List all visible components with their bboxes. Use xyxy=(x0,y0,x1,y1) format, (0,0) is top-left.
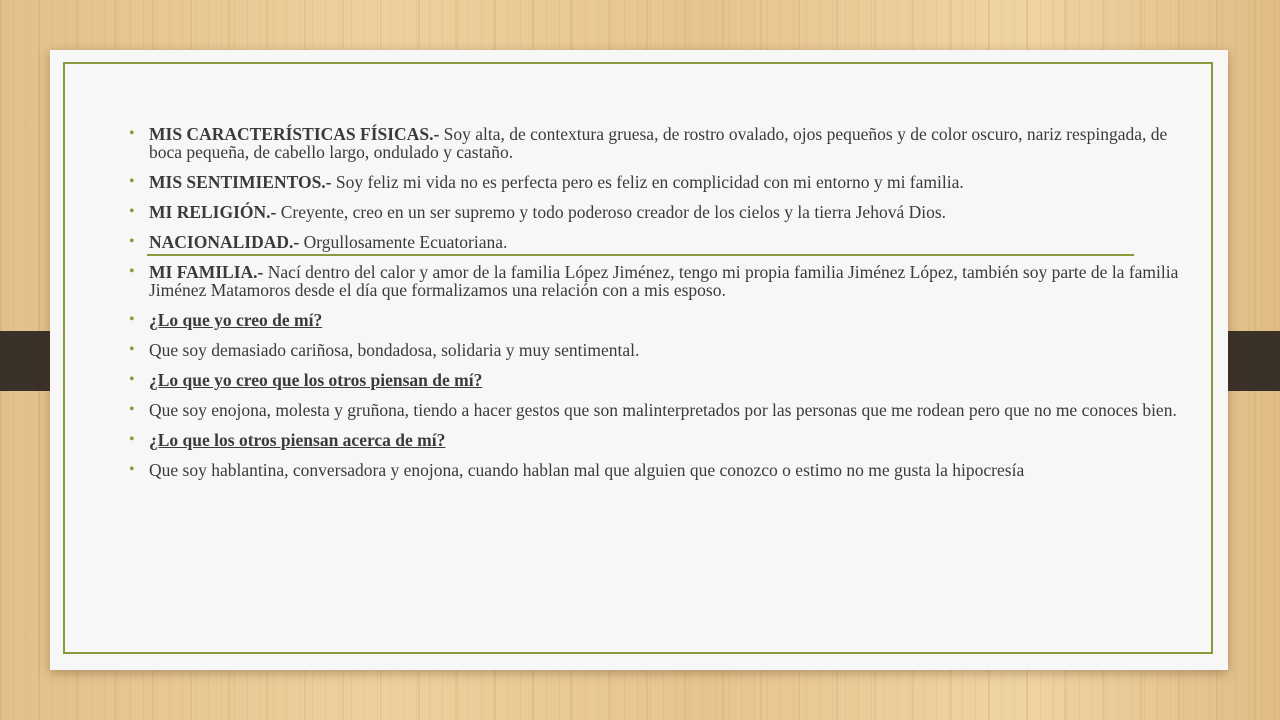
list-item-physical xyxy=(129,125,1189,161)
bullet-icon: • xyxy=(129,371,135,388)
list-item-feelings xyxy=(129,173,1189,191)
list-item-family xyxy=(129,263,1189,299)
item-label: MIS CARACTERÍSTICAS FÍSICAS.- xyxy=(149,124,440,144)
bullet-icon: • xyxy=(129,311,135,328)
bullet-icon: • xyxy=(129,125,135,142)
bullet-icon: • xyxy=(129,401,135,418)
list-item-question-others-think xyxy=(129,371,1189,389)
list-item-religion xyxy=(129,203,1189,221)
item-text: Que soy hablantina, conversadora y enojona, cuando hablan mal que alguien que conozco o estimo no me gusta la hipocresía xyxy=(149,460,1025,480)
item-question: ¿Lo que los otros piensan acerca de mí? xyxy=(149,430,446,450)
bullet-icon: • xyxy=(129,203,135,220)
bullet-icon: • xyxy=(129,233,135,250)
slide-paper xyxy=(50,50,1228,670)
item-text: Soy feliz mi vida no es perfecta pero es feliz en complicidad con mi entorno y mi familia. xyxy=(331,172,964,192)
item-label: MIS SENTIMIENTOS.- xyxy=(149,172,332,192)
list-item-nationality xyxy=(129,233,1189,251)
bullet-list xyxy=(129,125,1189,491)
item-label: MI RELIGIÓN.- xyxy=(149,202,277,222)
item-text: Que soy demasiado cariñosa, bondadosa, solidaria y muy sentimental. xyxy=(149,340,640,360)
item-text: Orgullosamente Ecuatoriana. xyxy=(299,232,508,252)
item-question: ¿Lo que yo creo de mí? xyxy=(149,310,323,330)
item-text: Nací dentro del calor y amor de la familia López Jiménez, tengo mi propia familia Jiménez López, también soy parte de la familia Jiménez Matamoros desde el día que formalizamos una relación con a mis esposo. xyxy=(149,262,1179,300)
item-text: Soy alta, de contextura gruesa, de rostro ovalado, ojos pequeños y de color oscuro, nariz respingada, de boca pequeña, de cabello largo, ondulado y castaño. xyxy=(149,124,1168,162)
item-label: MI FAMILIA.- xyxy=(149,262,264,282)
bullet-icon: • xyxy=(129,263,135,280)
item-label: NACIONALIDAD.- xyxy=(149,232,300,252)
list-item-question-others-say xyxy=(129,431,1189,449)
item-question: ¿Lo que yo creo que los otros piensan de mí? xyxy=(149,370,483,390)
bullet-icon: • xyxy=(129,341,135,358)
bullet-icon: • xyxy=(129,431,135,448)
item-text: Creyente, creo en un ser supremo y todo poderoso creador de los cielos y la tierra Jehová Dios. xyxy=(276,202,947,222)
list-item-question-self xyxy=(129,311,1189,329)
list-item-answer-self xyxy=(129,341,1189,359)
item-text: Que soy enojona, molesta y gruñona, tiendo a hacer gestos que son malinterpretados por las personas que me rodean pero que no me conoces bien. xyxy=(149,400,1177,420)
bullet-icon: • xyxy=(129,173,135,190)
bullet-icon: • xyxy=(129,461,135,478)
list-item-answer-others-think xyxy=(129,401,1189,419)
list-item-answer-others-say xyxy=(129,461,1189,479)
